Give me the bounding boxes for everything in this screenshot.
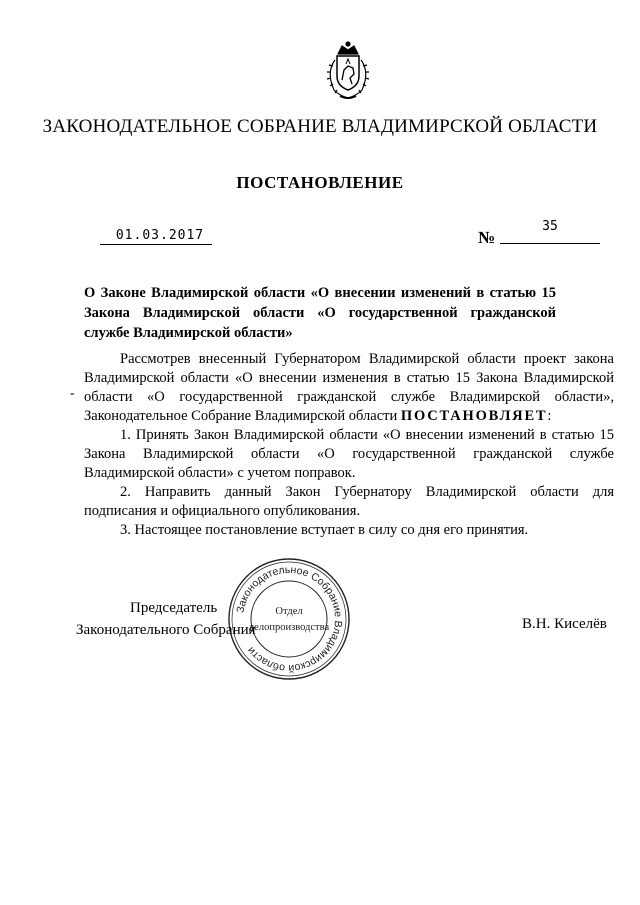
document-body (84, 350, 614, 540)
document-subject: О Законе Владимирской области «О внесении изменений в статью 15 Закона Владимирской области «О государственной гражданской службе Владимирской области» (84, 285, 556, 341)
document-date: 01.03.2017 (100, 228, 212, 245)
stamp-center-line2: делопроизводства (248, 622, 330, 633)
item-3: 3. Настоящее постановление вступает в силу со дня его принятия. (120, 522, 529, 538)
signature-title-line1: Председатель (130, 600, 218, 616)
number-underline (500, 243, 600, 244)
document-type-heading: ПОСТАНОВЛЕНИЕ (236, 173, 404, 192)
organization-title: ЗАКОНОДАТЕЛЬНОЕ СОБРАНИЕ ВЛАДИМИРСКОЙ ОБЛАСТИ (42, 116, 598, 137)
intro-text: Рассмотрев внесенный Губернатором Владимирской области проект закона Владимирской области «О внесении изменения в статью 15 Закона Владимирской области «О государственной гражданской службе Владимирской области», Законодательное Собрание Владимирской области (84, 351, 614, 424)
number-sign: № (478, 228, 496, 247)
signatory-name: В.Н. Киселёв (522, 616, 607, 632)
resolve-word: ПОСТАНОВЛЯЕТ (400, 408, 548, 424)
document-number: 35 (542, 219, 558, 234)
margin-mark: - (70, 386, 75, 401)
signature-title-line2: Законодательного Собрания (76, 622, 256, 638)
item-2: 2. Направить данный Закон Губернатору Владимирской области для подписания и официального опубликования. (84, 484, 614, 519)
intro-paragraph (84, 350, 614, 426)
signature-title (76, 597, 286, 641)
item-1: 1. Принять Закон Владимирской области «О внесении изменений в статью 15 Закона Владимирской области «О государственной гражданской службе Владимирской области» с учетом поправок. (84, 427, 614, 481)
stamp-center-line1: Отдел (275, 606, 303, 617)
resolve-colon: : (547, 408, 552, 424)
stamp-ring-text: Законодательное Собрание Владимирской области (234, 563, 345, 675)
coat-of-arms-icon (320, 40, 376, 102)
